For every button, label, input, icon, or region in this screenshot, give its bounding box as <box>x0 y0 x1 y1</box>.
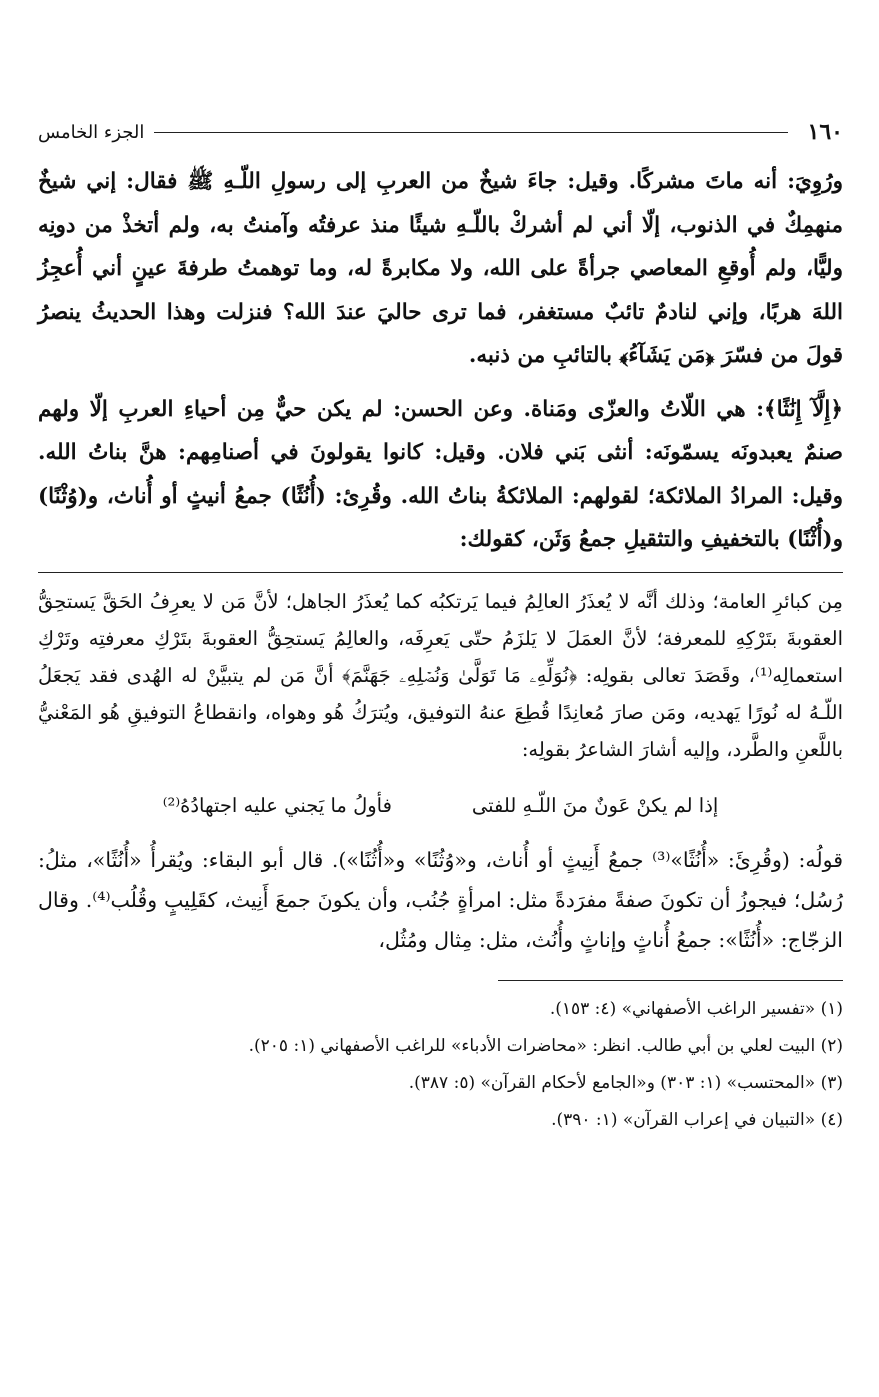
footnote: (١) «تفسير الراغب الأصفهاني» (٤: ١٥٣). <box>549 998 843 1019</box>
footnotes <box>38 991 843 1139</box>
lower-paragraph: قولُه: (وقُرِئَ: «أُنُثًا»⁽³⁾ جمعُ أَنِيثٍ أو أُناث، و«وُثُنًا» و«أُثُنًا»). قال أبو البقاء: ويُقرأُ «أُنُثًا»، مثلُ: رُسُل؛ فيجوزُ أن تكونَ صفةً مفرَدةً مثل: امرأةٍ جُنُب، وأن يكونَ جمعَ أَنِيث، كقَلِيبٍ وقُلُب⁽⁴⁾. وقال الزجّاج: «أُنُثًا»: جمعُ أُناثٍ وإناثٍ وأُنُث، مثل: مِثال ومُثُل، <box>38 847 843 952</box>
part-title: الجزء الخامس <box>38 121 145 143</box>
lower-commentary <box>38 840 843 960</box>
poetry-verse <box>38 786 843 826</box>
page-number: ١٦٠ <box>807 119 843 145</box>
main-paragraph: ورُوِيَ: أنه ماتَ مشركًا. وقيل: جاءَ شيخٌ من العربِ إلى رسولِ اللّـهِ ﷺ فقال: إني شيخٌ منهمِكٌ في الذنوب، إلّا أني لم أشركْ باللّـهِ شيئًا منذ عرفتُه وآمنتُ به، ولم أتخذْ من دونِه وليًّا، ولم أُوقعِ المعاصي جرأةً على الله، ولا مكابرةً له، وما توهمتُ طرفةَ عينٍ أني أُعجِزُ اللهَ هربًا، وإني لنادمٌ تائبٌ مستغفر، فما ترى حاليَ عندَ الله؟ فنزلت وهذا الحديثُ ينصرُ قولَ من فسّرَ ﴿مَن يَشَآءُ﴾ بالتائبِ من ذنبه. <box>38 169 843 368</box>
header-rule <box>154 132 787 133</box>
footnote: (٤) «التبيان في إعراب القرآن» (١: ٣٩٠). <box>551 1109 843 1130</box>
section-divider <box>38 572 843 573</box>
commentary-paragraph: مِن كبائرِ العامة؛ وذلك أنَّه لا يُعذَرُ العالِمُ فيما يَرتكبُه كما يُعذَرُ الجاهل؛ لأنَّ مَن لا يعرِفُ الحَقَّ يَستحِقُّ العقوبةَ بتَرْكِهِ للمعرفة؛ لأنَّ العمَلَ لا يَلزَمُ حتّى يَعرِفَه، والعالِمُ يَستحِقُّ العقوبةَ بتَرْكِ معرفتِه وتَرْكِ استعمالِه⁽¹⁾، وقَصَدَ تعالى بقولِه: ﴿نُوَلِّهِۦ مَا تَوَلَّىٰ وَنُصۡلِهِۦ جَهَنَّمَ﴾ أنَّ مَن لم يتبيَّنْ له الهُدى فقد يَجعَلُ اللّـهُ له نُورًا يَهديه، ومَن صارَ مُعانِدًا قُطِعَ عنهُ التوفيق، ويُترَكُ هُو وهواه، وانقطاعُ التوفيقِ هُو المَعْنيُّ باللَّعنِ والطَّرد، وإليه أشارَ الشاعرُ بقولِه: <box>38 589 843 761</box>
main-text <box>38 160 843 562</box>
footnote: (٣) «المحتسب» (١: ٣٠٣) و«الجامع لأحكام القرآن» (٥: ٣٨٧). <box>408 1072 843 1093</box>
verse-second-hemistich: فأولُ ما يَجني عليه اجتهادُهُ⁽²⁾ <box>162 793 392 817</box>
footnote-rule <box>498 980 843 981</box>
footnote: (٢) البيت لعلي بن أبي طالب. انظر: «محاضرات الأدباء» للراغب الأصفهاني (١: ٢٠٥). <box>248 1035 843 1056</box>
book-page <box>38 112 843 1139</box>
commentary-text <box>38 583 843 768</box>
main-paragraph: ﴿إِلَّآ إِنَٰثًا﴾: هي اللّاتُ والعزّى ومَناة. وعن الحسن: لم يكن حيٌّ مِن أحياءِ العربِ إلّا ولهم صنمٌ يعبدونَه يسمّونَه: أنثى بَني فلان. وقيل: كانوا يقولونَ في أصنامِهم: هنَّ بناتُ الله. وقيل: المرادُ الملائكة؛ لقولهم: الملائكةُ بناتُ الله. وقُرِئ: (أُنُثًا) جمعُ أنيثٍ أو أُناث، و(وُثْنًا) و(أُثْنًا) بالتخفيفِ والتثقيلِ جمعُ وَثَن، كقولك: <box>38 396 843 552</box>
page-header <box>38 112 843 152</box>
verse-first-hemistich: إذا لم يكنْ عَونٌ منَ اللّـهِ للفتى <box>471 793 719 817</box>
